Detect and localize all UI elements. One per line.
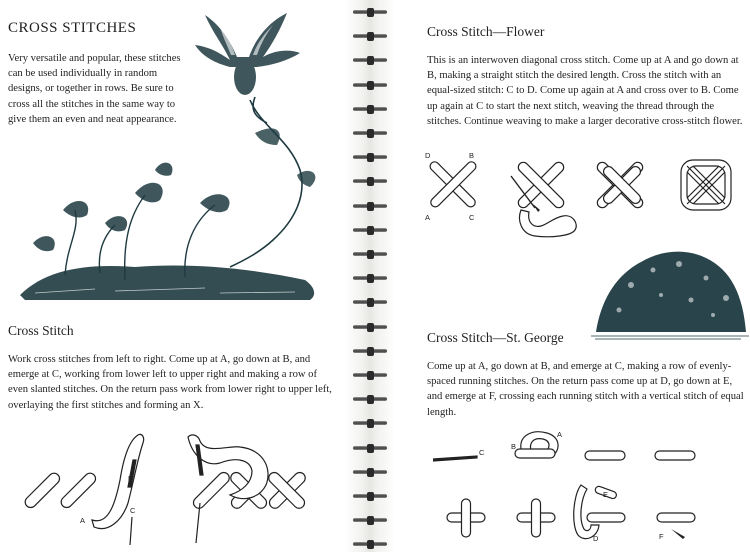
flower-paragraph: This is an interwoven diagonal cross stitch. Come up at A and go down at B, making a straight stitch the desired length. Cross the stitch with an equal-sized stitch: C to D. Come up again at A and cross over to B. Come up again at C to start the next stitch, weaving the thread through the stitches. Continue weaving to make a larger decorative cross-stitch flower. <box>427 55 743 127</box>
page-title: CROSS STITCHES <box>8 20 137 36</box>
flower-label-b: B <box>469 151 475 160</box>
spiral-coil <box>353 419 387 428</box>
cross-stitch-diagram <box>20 425 340 550</box>
left-page <box>0 0 345 552</box>
st-george-paragraph: Come up at A, go down at B, and emerge at C, making a row of evenly-spaced running stitches. On the return pass come up at D, go down at E, and emerge at F, crossing each running stitch with a vertical stitch of equal length. <box>427 361 744 418</box>
spiral-coil <box>353 540 387 549</box>
label-c: C <box>130 506 136 515</box>
spiral-coil <box>353 8 387 17</box>
spiral-coil <box>353 492 387 501</box>
spiral-binding <box>345 0 395 552</box>
flower-label-a: A <box>425 213 431 222</box>
spiral-coil <box>353 105 387 114</box>
spiral-coil <box>353 516 387 525</box>
spiral-coil <box>353 444 387 453</box>
spiral-coil <box>353 56 387 65</box>
george-label-a: A <box>557 430 563 439</box>
spiral-coil <box>353 177 387 186</box>
george-label-b: B <box>511 442 517 451</box>
spiral-coil <box>353 298 387 307</box>
st-george-heading: Cross Stitch—St. George <box>427 330 564 345</box>
spiral-coil <box>353 371 387 380</box>
flower-engraving <box>5 5 345 305</box>
spiral-coil <box>353 323 387 332</box>
spiral-coil <box>353 129 387 138</box>
flower-heading: Cross Stitch—Flower <box>427 24 545 39</box>
spiral-coil <box>353 202 387 211</box>
flower-label-c: C <box>469 213 475 222</box>
spiral-coil <box>353 395 387 404</box>
intro-paragraph: Very versatile and popular, these stitches can be used individually in random designs, or together in rows. Be sure to cross all the stitches in the same way to give them an even and neat appearance. <box>8 53 181 125</box>
flower-stitch-diagram <box>423 148 750 248</box>
label-a: A <box>80 516 86 525</box>
spiral-coil <box>353 347 387 356</box>
cross-stitch-heading: Cross Stitch <box>8 323 74 338</box>
st-george-diagram <box>433 425 750 550</box>
george-label-f: F <box>659 532 664 541</box>
spiral-coil <box>353 250 387 259</box>
right-page <box>395 0 750 552</box>
cross-stitch-paragraph: Work cross stitches from left to right. Come up at A, go down at B, and emerge at C, working from lower left to upper right and making a row of even slanted stitches. On the return pass work from lower right to upper left, overlaying the first stitches and forming an X. <box>8 354 332 411</box>
flower-label-d: D <box>425 151 431 160</box>
george-label-d: D <box>593 534 599 543</box>
spiral-coil <box>353 153 387 162</box>
spiral-coil <box>353 81 387 90</box>
spiral-coil <box>353 226 387 235</box>
shrub-engraving <box>591 240 749 340</box>
george-label-e: E <box>603 490 609 499</box>
spiral-coil <box>353 468 387 477</box>
spiral-coil <box>353 274 387 283</box>
spiral-coil <box>353 32 387 41</box>
label-b: B <box>128 474 134 483</box>
george-label-c: C <box>479 448 485 457</box>
